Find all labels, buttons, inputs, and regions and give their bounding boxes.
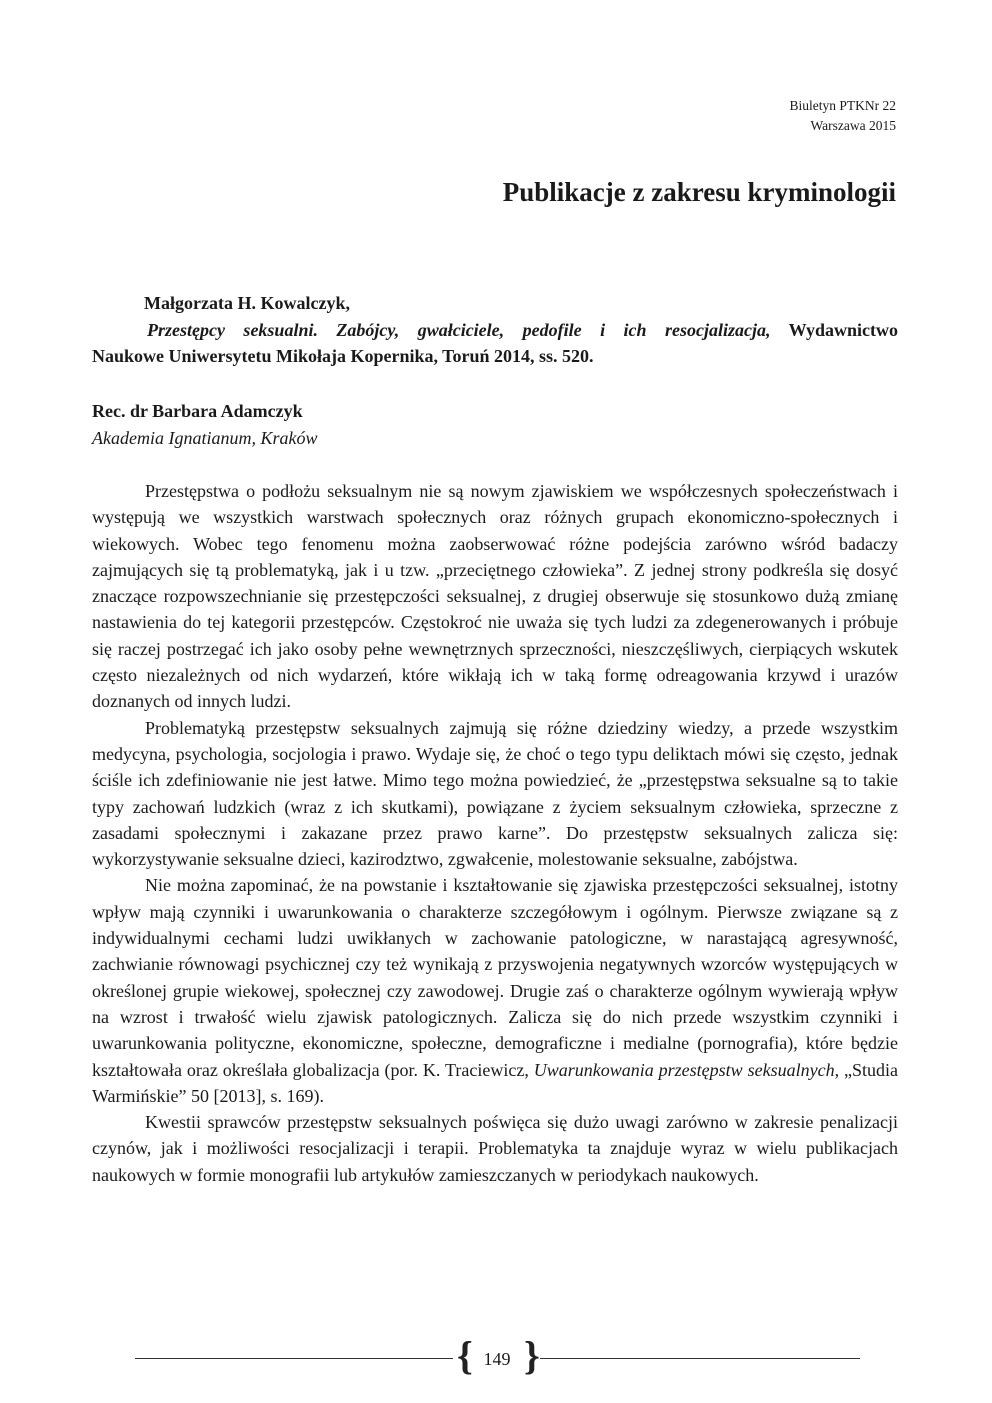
- section-title: Publikacje z zakresu kryminologii: [502, 177, 896, 207]
- book-title-line: [92, 317, 898, 344]
- footer-rule-left: [135, 1358, 453, 1359]
- page-number: 149: [483, 1349, 511, 1369]
- paragraph-4: Kwestii sprawców przestępstw seksualnych poświęca się dużo uwagi zarówno w zakresie penalizacji czynów, jak i możliwości resocjalizacji i terapii. Problematyka ta znajduje wyraz w wielu publikacjach naukowych w formie monografii lub artykułów zamieszczanych w periodykach naukowych.: [92, 1112, 898, 1185]
- review-body: [92, 478, 898, 1188]
- book-title: Przestępcy seksualni. Zabójcy, gwałciciele, pedofile i ich resocjalizacja,: [147, 319, 771, 340]
- reviewer-block: [92, 398, 317, 451]
- book-publisher-part1: Wydawnictwo: [788, 319, 898, 340]
- book-publisher-part2: Naukowe Uniwersytetu Mikołaja Kopernika, Toruń 2014, ss. 520.: [92, 346, 594, 366]
- journal-name: Biuletyn PTKNr 22: [789, 98, 896, 113]
- paragraph-3-text-a: Nie można zapominać, że na powstanie i kształtowanie się zjawiska przestępczości seksualnej, istotny wpływ mają czynniki i uwarunkowania o charakterze szczegółowym i ogólnym. Pierwsze związane są z indywidualnymi cechami ludzi uwikłanych w zachowanie patologiczne, w narastającą agresywność, zachwianie równowagi psychicznej czy też wynikają z przyswojenia negatywnych wzorców występujących w określonej grupie wiekowej, społecznej czy zawodowej. Drugie zaś o charakterze ogólnym wywierają wpływ na wzrost i trwałość wielu zjawisk patologicznych. Zalicza się do nich przede wszystkim czynniki i uwarunkowania polityczne, ekonomiczne, społeczne, demograficzne i medialne (pornografia), które będzie kształtowała oraz określała globalizacja (por. K. Traciewicz,: [92, 875, 898, 1080]
- reviewer-affiliation: Akademia Ignatianum, Kraków: [92, 427, 318, 448]
- reviewer-name: Rec. dr Barbara Adamczyk: [92, 401, 303, 421]
- close-brace-ornament: }: [524, 1333, 540, 1378]
- footer-rule-right: [540, 1358, 860, 1359]
- paragraph-1: Przestępstwa o podłożu seksualnym nie są nowym zjawiskiem we współczesnych społeczeństwach i występują we wszystkich warstwach społecznych oraz różnych grupach ekonomiczno-społecznych i wiekowych. Wobec tego fenomenu można zaobserwować różne podejścia zarówno wśród badaczy zajmujących się tą problematyką, jak i u tzw. „przeciętnego człowieka”. Z jednej strony podkreśla się dosyć znaczące rozpowszechnianie się przestępczości seksualnej, z drugiej obserwuje się stosunkowo dużą zmianę nastawienia do tej kategorii przestępców. Częstokroć nie uważa się tych ludzi za zdegenerowanych i próbuje się raczej postrzegać ich jako osoby pełne wewnętrznych sprzeczności, nieszczęśliwych, cierpiących wskutek często niezależnych od nich wydarzeń, które wikłają ich w taką formę odreagowania krzywd i urazów doznanych od innych ludzi.: [92, 481, 898, 712]
- journal-header: [790, 96, 897, 136]
- page-footer: [135, 1333, 860, 1378]
- book-author: Małgorzata H. Kowalczyk,: [144, 293, 350, 313]
- paragraph-2: Problematyką przestępstw seksualnych zajmują się różne dziedziny wiedzy, a przede wszystkim medycyna, psychologia, socjologia i prawo. Wydaje się, że choć o tego typu deliktach mówi się często, jednak ściśle ich zdefiniowanie nie jest łatwe. Mimo tego można powiedzieć, że „przestępstwa seksualne są to takie typy zachowań ludzkich (wraz z ich skutkami), powiązane z życiem seksualnym człowieka, sprzeczne z zasadami społecznymi i zakazane przez prawo karne”. Do przestępstw seksualnych zalicza się: wykorzystywanie seksualne dzieci, kazirodztwo, zgwałcenie, molestowanie seksualne, zabójstwa.: [92, 717, 898, 870]
- cited-work-title: Uwarunkowania przestępstw seksualnych: [533, 1059, 835, 1080]
- open-brace-ornament: {: [457, 1333, 473, 1378]
- paragraph-3-text-b: , „Studia Warmińskie” 50 [2013], s. 169).: [92, 1059, 898, 1106]
- journal-place-year: Warszawa 2015: [810, 118, 896, 133]
- book-reference: [92, 290, 898, 370]
- paragraph-3: [92, 872, 898, 1109]
